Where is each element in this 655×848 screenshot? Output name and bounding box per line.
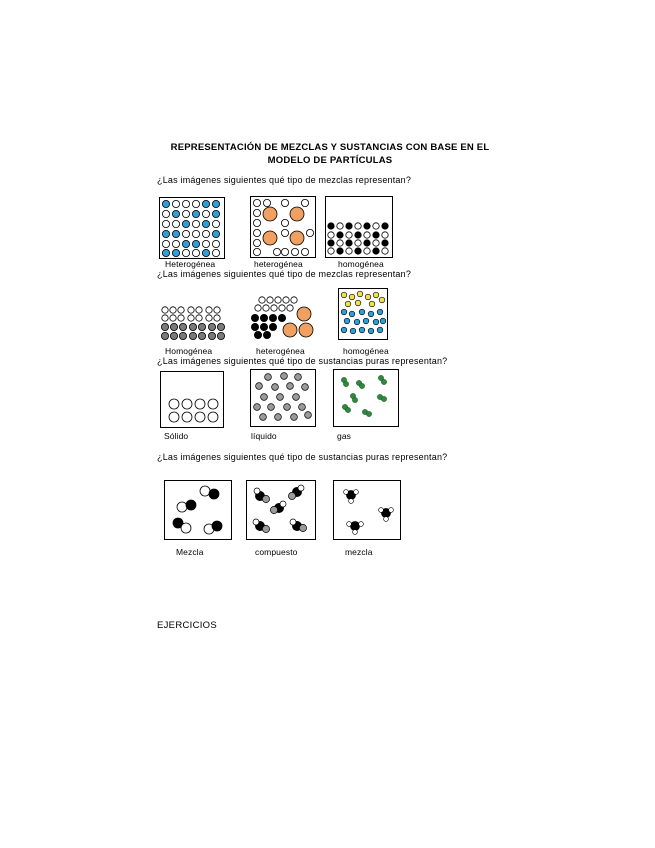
figure-4c-mixture bbox=[333, 480, 401, 540]
figure-1a-heterogeneous bbox=[159, 197, 225, 259]
caption-1c: homogénea bbox=[338, 259, 384, 269]
caption-3a: Sólido bbox=[164, 431, 189, 441]
caption-4c: mezcla bbox=[345, 547, 373, 557]
caption-1b: heterogénea bbox=[254, 259, 303, 269]
question-3: ¿Las imágenes siguientes qué tipo de sustancias puras representan? bbox=[157, 356, 448, 366]
caption-4a: Mezcla bbox=[176, 547, 204, 557]
figure-3a-solid bbox=[160, 371, 224, 428]
document-title bbox=[160, 141, 500, 167]
figure-2c-homogeneous bbox=[338, 288, 388, 340]
figure-3b-liquid bbox=[250, 369, 316, 427]
figure-1c-homogeneous bbox=[325, 196, 393, 258]
figure-4a-mixture bbox=[164, 480, 232, 540]
figure-3c-gas bbox=[333, 369, 399, 427]
question-2: ¿Las imágenes siguientes qué tipo de mezclas representan? bbox=[157, 269, 412, 279]
figure-4b-compound bbox=[246, 480, 316, 540]
caption-1a: Heterogénea bbox=[165, 259, 216, 269]
caption-2b: heterogénea bbox=[256, 346, 305, 356]
figure-2b-heterogeneous bbox=[250, 296, 316, 342]
title-line-1: REPRESENTACIÓN DE MEZCLAS Y SUSTANCIAS CON BASE EN EL bbox=[170, 142, 490, 153]
title-line-2: MODELO DE PARTÍCULAS bbox=[267, 155, 393, 166]
caption-2a: Homogénea bbox=[165, 346, 213, 356]
figure-1b-heterogeneous bbox=[250, 196, 316, 258]
section-title-exercises: EJERCICIOS bbox=[157, 620, 218, 631]
question-4: ¿Las imágenes siguientes qué tipo de sustancias puras representan? bbox=[157, 452, 448, 462]
question-1: ¿Las imágenes siguientes qué tipo de mezclas representan? bbox=[157, 175, 412, 185]
caption-4b: compuesto bbox=[255, 547, 298, 557]
caption-3b: líquido bbox=[251, 431, 277, 441]
caption-3c: gas bbox=[337, 431, 352, 441]
caption-2c: homogénea bbox=[343, 346, 389, 356]
figure-2a-homogeneous bbox=[160, 306, 226, 344]
